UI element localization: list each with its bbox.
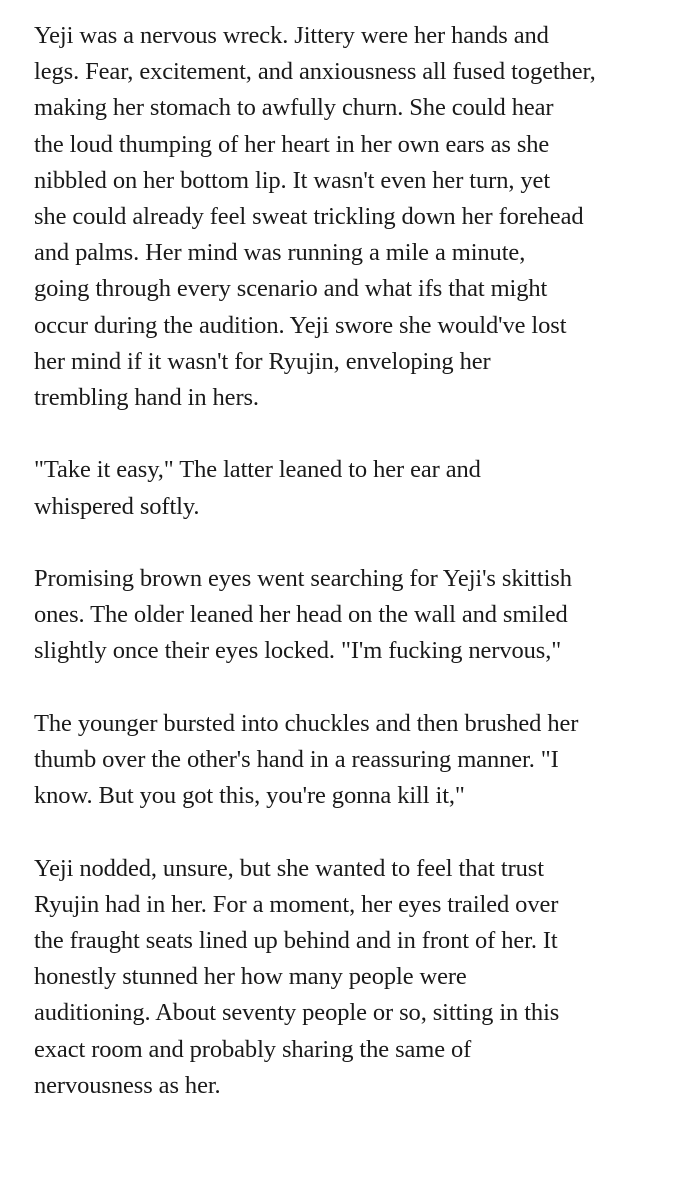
text-line: Yeji nodded, unsure, but she wanted to feel that trust	[34, 854, 544, 882]
text-line: the fraught seats lined up behind and in front of her. It	[34, 927, 558, 955]
text-line: whispered softly.	[34, 492, 200, 520]
text-line: trembling hand in hers.	[34, 384, 259, 412]
text-line: Promising brown eyes went searching for Yeji's skittish	[34, 565, 572, 593]
text-line: the loud thumping of her heart in her own ears as she	[34, 130, 550, 158]
text-line: The younger bursted into chuckles and then brushed her	[34, 709, 579, 737]
text-line: she could already feel sweat trickling down her forehead	[34, 203, 584, 231]
text-line: slightly once their eyes locked. "I'm fucking nervous,"	[34, 637, 562, 665]
text-line: nervousness as her.	[34, 1071, 221, 1099]
text-line: auditioning. About seventy people or so, sitting in this	[34, 999, 560, 1027]
paragraph-4	[34, 706, 664, 815]
text-line: going through every scenario and what ifs that might	[34, 275, 548, 303]
text-line: ones. The older leaned her head on the wall and smiled	[34, 601, 568, 629]
text-line: Ryujin had in her. For a moment, her eyes trailed over	[34, 890, 559, 918]
text-line: and palms. Her mind was running a mile a minute,	[34, 239, 526, 267]
paragraph-2	[34, 452, 664, 524]
paragraph-1	[34, 18, 664, 416]
paragraph-3	[34, 561, 664, 670]
paragraph-5	[34, 851, 664, 1104]
text-line: honestly stunned her how many people were	[34, 963, 467, 991]
text-line: nibbled on her bottom lip. It wasn't even her turn, yet	[34, 166, 551, 194]
text-line: legs. Fear, excitement, and anxiousness all fused together,	[34, 58, 596, 86]
text-line: know. But you got this, you're gonna kill it,"	[34, 782, 465, 810]
text-line: making her stomach to awfully churn. She could hear	[34, 94, 554, 122]
text-line: thumb over the other's hand in a reassuring manner. "I	[34, 746, 559, 774]
story-text	[34, 18, 664, 1140]
text-line: "Take it easy," The latter leaned to her ear and	[34, 456, 481, 484]
text-line: occur during the audition. Yeji swore she would've lost	[34, 311, 567, 339]
text-line: exact room and probably sharing the same of	[34, 1035, 472, 1063]
text-line: Yeji was a nervous wreck. Jittery were her hands and	[34, 22, 549, 49]
text-line: her mind if it wasn't for Ryujin, enveloping her	[34, 347, 491, 375]
